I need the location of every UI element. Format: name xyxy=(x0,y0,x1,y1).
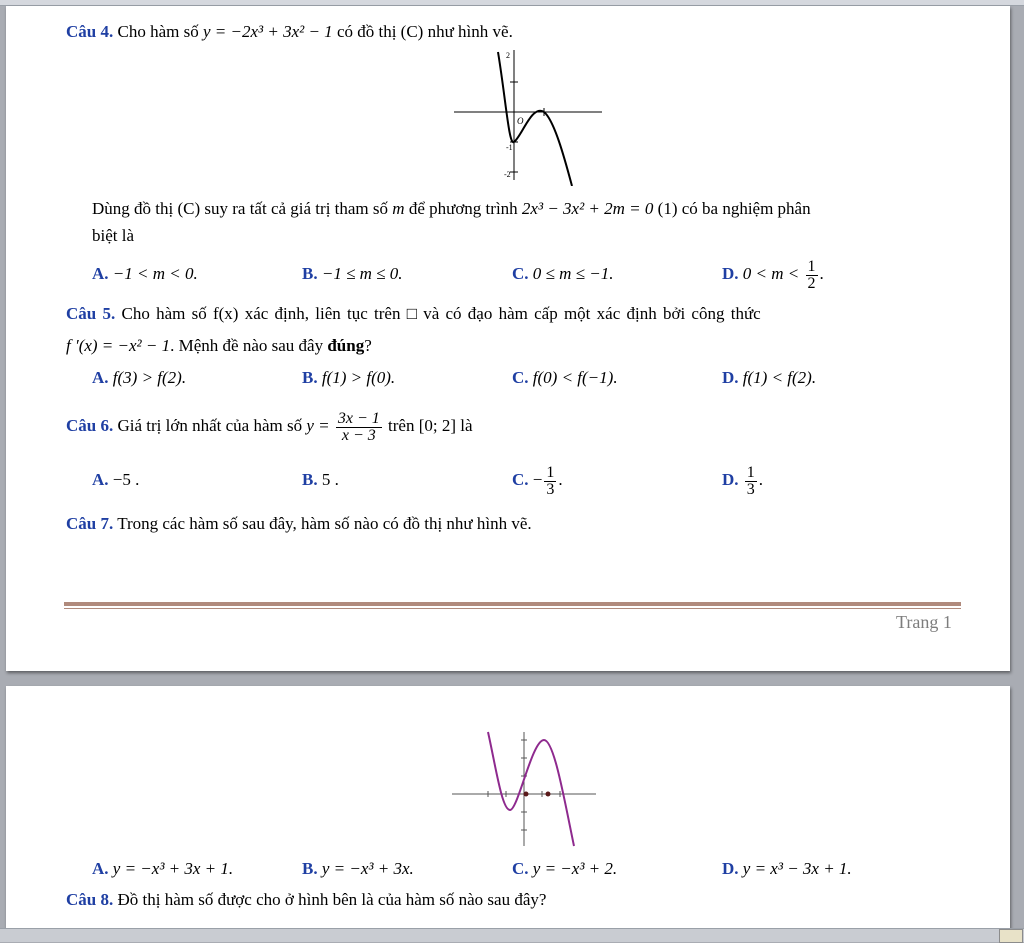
option-label: D. xyxy=(722,470,739,489)
question-5-option-d[interactable] xyxy=(722,368,816,388)
fraction-denominator: 3 xyxy=(546,480,555,498)
question-7-option-b[interactable] xyxy=(302,859,414,879)
question-4-body-m: m xyxy=(392,199,405,218)
option-label: A. xyxy=(92,859,109,878)
status-bar xyxy=(0,928,1024,942)
question-5-text-mid: . Mệnh đề nào sau đây xyxy=(170,336,328,355)
option-text: y = −x³ + 3x + 1. xyxy=(112,859,234,878)
graph-label-ym2: -2 xyxy=(504,170,511,179)
question-6-header xyxy=(66,408,473,444)
question-4-body-post: (1) có ba nghiệm phân xyxy=(653,199,811,218)
fraction-denominator: x − 3 xyxy=(341,426,376,444)
question-8-label: Câu 8. xyxy=(66,890,114,909)
question-5-line2 xyxy=(66,336,372,356)
question-4-function: y = −2x³ + 3x² − 1 xyxy=(202,22,333,41)
question-6-text-post: trên [0; 2] là xyxy=(388,416,473,435)
question-4-label: Câu 4. xyxy=(66,22,114,41)
page-number: Trang 1 xyxy=(896,612,952,632)
fraction xyxy=(544,465,556,498)
question-7-option-a[interactable] xyxy=(92,859,233,879)
option-text: 0 ≤ m ≤ −1. xyxy=(532,264,614,283)
fraction xyxy=(745,465,757,498)
fraction-numerator: 1 xyxy=(746,463,755,481)
question-6-option-c[interactable] xyxy=(512,462,563,498)
document-page-1 xyxy=(6,6,1010,671)
graph-label-ym1: -1 xyxy=(506,143,513,152)
question-6-option-a[interactable] xyxy=(92,470,139,490)
fraction-denominator: 2 xyxy=(807,274,816,292)
option-label: C. xyxy=(512,470,529,489)
fraction xyxy=(806,259,818,292)
option-text: y = −x³ + 3x. xyxy=(321,859,414,878)
question-7-option-d[interactable] xyxy=(722,859,852,879)
question-5-option-b[interactable] xyxy=(302,368,395,388)
question-4-graph xyxy=(454,46,604,186)
question-4-body-line1 xyxy=(92,199,811,219)
option-label: C. xyxy=(512,859,529,878)
question-7-header xyxy=(66,514,532,534)
question-4-body-mid: để phương trình xyxy=(404,199,522,218)
option-label: A. xyxy=(92,470,109,489)
option-label: C. xyxy=(512,264,529,283)
question-6-option-d[interactable] xyxy=(722,462,763,498)
question-4-text-pre: Cho hàm số xyxy=(117,22,203,41)
option-text: y = x³ − 3x + 1. xyxy=(742,859,852,878)
option-text: 0 < m < xyxy=(742,264,800,283)
option-text-end: . xyxy=(819,264,824,283)
option-text-end: . xyxy=(558,470,563,489)
question-8-text: Đồ thị hàm số được cho ở hình bên là của hàm số nào sau đây? xyxy=(117,890,547,909)
question-5-text-end: ? xyxy=(364,336,372,355)
question-4-equation: 2x³ − 3x² + 2m = 0 xyxy=(521,199,654,218)
option-label: B. xyxy=(302,264,318,283)
option-text: −1 ≤ m ≤ 0. xyxy=(321,264,403,283)
cubic-curve xyxy=(488,732,574,846)
cubic-curve xyxy=(498,52,572,186)
question-4-text-post: có đồ thị (C) như hình vẽ. xyxy=(336,22,513,41)
question-4-body-line2: biệt là xyxy=(92,226,135,245)
question-4-option-b[interactable] xyxy=(302,264,403,284)
graph-point xyxy=(524,792,529,797)
fraction-numerator: 1 xyxy=(546,463,555,481)
question-5-text: Cho hàm số f(x) xác định, liên tục trên □ và có đạo hàm cấp một xác định bởi công thức xyxy=(121,304,761,323)
question-6-text-pre: Giá trị lớn nhất của hàm số xyxy=(117,416,307,435)
question-4-body-pre: Dùng đồ thị (C) suy ra tất cả giá trị tham số xyxy=(92,199,393,218)
document-page-2 xyxy=(6,686,1010,936)
fraction-denominator: 3 xyxy=(746,480,755,498)
option-text-end: . xyxy=(758,470,764,489)
question-4-header xyxy=(66,22,513,42)
option-label: D. xyxy=(722,368,739,387)
question-6-fraction xyxy=(336,411,382,444)
question-5-derivative: f ′(x) = −x² − 1 xyxy=(66,336,171,355)
question-4-option-a[interactable] xyxy=(92,264,198,284)
question-5-option-a[interactable] xyxy=(92,368,186,388)
question-7-graph xyxy=(452,728,598,850)
question-6-y-equals: y = xyxy=(306,416,330,435)
question-8-header xyxy=(66,890,546,910)
question-5-emphasis: đúng xyxy=(327,336,365,355)
option-text: y = −x³ + 2. xyxy=(532,859,618,878)
question-6-option-b[interactable] xyxy=(302,470,339,490)
option-text: −5 . xyxy=(112,470,140,489)
footer-rule-thin xyxy=(64,608,961,609)
question-5-option-c[interactable] xyxy=(512,368,618,388)
graph-label-origin: O xyxy=(517,116,524,126)
option-label: C. xyxy=(512,368,529,387)
option-label: B. xyxy=(302,470,318,489)
option-label: A. xyxy=(92,368,109,387)
question-6-label: Câu 6. xyxy=(66,416,114,435)
question-4-option-d[interactable] xyxy=(722,256,824,292)
option-text: f(1) < f(2). xyxy=(742,368,817,387)
question-7-text: Trong các hàm số sau đây, hàm số nào có đồ thị như hình vẽ. xyxy=(117,514,532,533)
option-label: B. xyxy=(302,859,318,878)
fraction-numerator: 1 xyxy=(807,257,816,275)
option-text: 5 . xyxy=(321,470,339,489)
option-label: D. xyxy=(722,859,739,878)
graph-point xyxy=(546,792,551,797)
question-4-option-c[interactable] xyxy=(512,264,613,284)
option-text: f(1) > f(0). xyxy=(321,368,396,387)
question-5-label: Câu 5. xyxy=(66,304,116,323)
question-7-option-c[interactable] xyxy=(512,859,617,879)
graph-label-y2: 2 xyxy=(506,51,510,60)
question-5-line1 xyxy=(66,304,761,324)
option-label: A. xyxy=(92,264,109,283)
footer-rule xyxy=(64,602,961,606)
question-7-label: Câu 7. xyxy=(66,514,114,533)
option-label: D. xyxy=(722,264,739,283)
option-label: B. xyxy=(302,368,318,387)
fraction-numerator: 3x − 1 xyxy=(337,409,380,427)
option-text: f(3) > f(2). xyxy=(112,368,187,387)
option-text: f(0) < f(−1). xyxy=(532,368,618,387)
option-sign: − xyxy=(532,470,543,489)
option-text: −1 < m < 0. xyxy=(112,264,198,283)
